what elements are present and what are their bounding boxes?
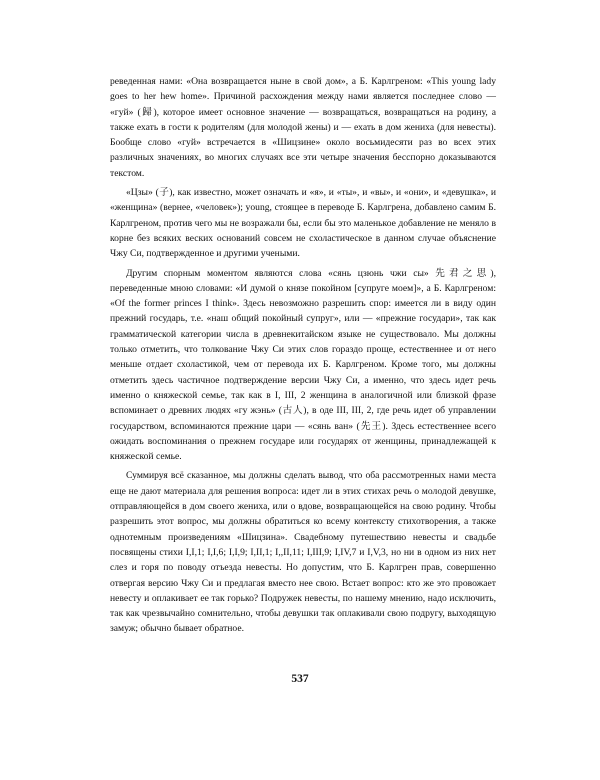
paragraph-3: Другим спорным моментом являются слова «сянь цзюнь чжи сы» 先君之思), переведенные мною словами: «И думой о князе покойном [супруге моем]», а Б. Карлгреном: «Of the former princes I think». Здесь невозможно разрешить спор: имеется ли в виду один прежний государь, т.е. «наш общий покойный супруг», или — «прежние государи», так как грамматической категории числа в древнекитайском языке не существовало. Мы должны только отметить, что толкование Чжу Си этих слов гораздо проще, естественнее и от него меньше отдает схоластикой, чем от перевода их Б. Карлгреном. Кроме того, мы должны отметить здесь частичное подтверждение версии Чжу Си, а именно, что здесь идет речь именно о княжеской семье, так как в I, III, 2 женщина в аналогичной или близкой фразе вспоминает о древних людях «гу жэнь» (古人), в оде III, III, 2, где речь идет об управлении государством, вспоминаются прежние цари — «сянь ван» (先王). Здесь естественнее всего ожидать воспоминания о прежнем государе или государях от женщины, принадлежащей к княжеской семье. <box>110 267 496 463</box>
paragraph-1: реведенная нами: «Она возвращается ныне в свой дом», а Б. Карлгреном: «This young lady goes to her hew home». Причиной расхождения между нами является последнее слово — «гуй» (歸), которое имеет основное значение — возвращаться, возвращаться на родину, а также ехать в гости к родителям (для молодой жены) и — ехать в дом жениха (для невесты). Бообще слово «гуй» встречается в «Шицзине» около восьмидесяти раз во всех этих различных значениях, во многих случаях все эти четыре значения бесспорно доказываются текстом. <box>110 76 496 179</box>
page-number: 537 <box>291 673 309 685</box>
body-text <box>110 74 496 641</box>
paragraph-4: Суммируя всё сказанное, мы должны сделать вывод, что оба рассмотренных нами места еще не дают материала для решения вопроса: идет ли в этих стихах речь о молодой девушке, отправляющейся в дом своего жениха, или о вдове, возвращающейся на свою родину. Чтобы разрешить этот вопрос, мы должны обратиться ко всему контексту стихотворения, а также однотемным произведениям «Шицзина». Свадебному путешествию невесты и свадьбе посвящены стихи I,I,1; I,I,6; I,I,9; I,II,1; I,,II,11; I,III,9; I,IV,7 и I,V,3, но ни в одном из них нет слез и горя по поводу отъезда невесты. Но допустим, что Б. Карлгрен прав, совершенно отвергая версию Чжу Си и предлагая вместо нее свою. Встает вопрос: кто же это провожает невесту и оплакивает ее так горько? Подружек невесты, по нашему мнению, надо исключить, так как чрезвычайно сомнительно, чтобы девушки так оплакивали свою подругу, выходящую замуж; обычно бывает обратное. <box>110 470 496 635</box>
paragraph-2: «Цзы» (子), как известно, может означать и «я», и «ты», и «вы», и «они», и «девушка», и «женщина» (вернее, «человек»); young, стоящее в переводе Б. Карлгрена, добавлено самим Б. Карлгреном, против чего мы не возражали бы, если бы это маленькое добавление не меняло в корне без всяких веских оснований совсем не схоластическое в данном случае объяснение Чжу Си, подтвержденное и другими учеными. <box>110 187 496 260</box>
